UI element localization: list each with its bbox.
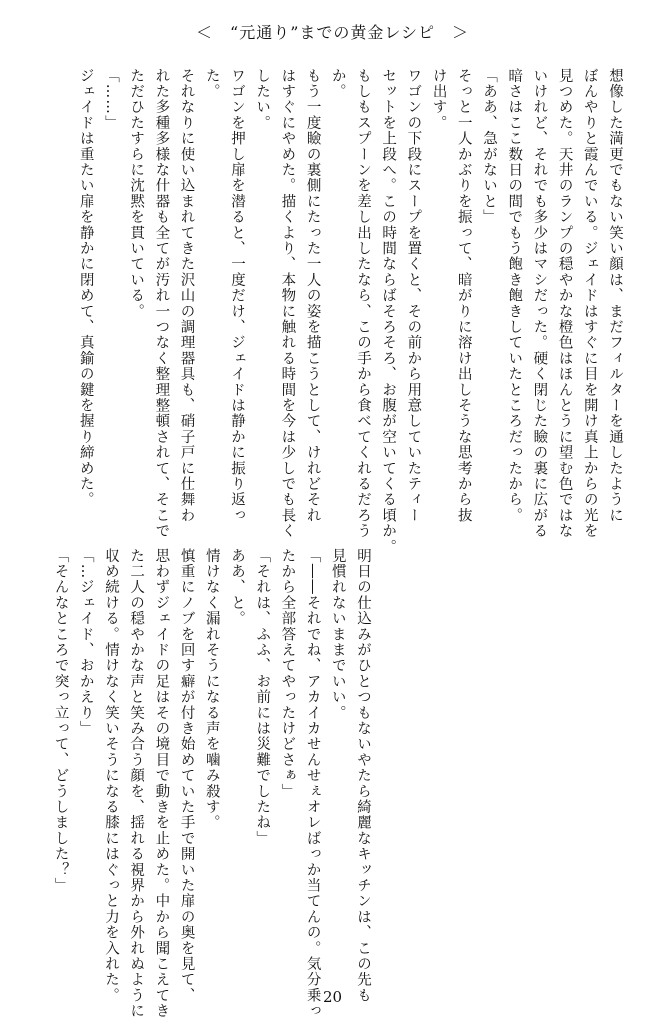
text-column: 「…ジェイド、おかえり」 [77,548,94,737]
text-column: か。 [329,68,346,100]
text-column: 「……」 [102,68,119,131]
text-column: たから全部答えてやったけどさぁ」 [279,548,296,800]
text-column: 見慣れないままでいい。 [329,548,346,721]
text-column: ワゴンを押し扉を潜ると、一度だけ、ジェイドは静かに振り返っ [228,68,245,524]
text-block-upper [73,68,627,555]
text-column: 情けなく漏れそうになる声を噛み殺す。 [203,548,220,831]
text-column: ただひたすらに沈黙を貫いている。 [128,68,145,320]
text-column: 「そんなところで突っ立って、どうしました？」 [52,548,69,894]
text-column: た二人の穏やかな声と笑み合う顔を、揺れる視界から外れぬように [128,548,145,1019]
text-column: 慎重にノブを回す癖が付き始めていた手で開いた扉の奥を見て、 [178,548,195,1004]
text-column: セットを上段へ。この時間ならばそろそろ、お腹が空いてくる頃か。 [380,68,397,555]
text-column: ジェイドは重たい扉を静かに閉めて、真鍮の鍵を握り締めた。 [77,68,94,508]
text-column: はすぐにやめた。描くより、本物に触れる時間を今は少しでも長く [279,68,296,539]
text-column: 「ああ、急がないと」 [480,68,497,225]
page-number: 20 [322,988,343,1006]
text-column: ああ、と。 [228,548,245,627]
text-column: そっと一人かぶりを振って、暗がりに溶け出しそうな思考から抜 [455,68,472,524]
text-column: た。 [203,68,220,100]
text-column: れた多種多様な什器も全てが汚れ一つなく整理整頓されて、そこで [153,68,170,539]
text-column: したい。 [254,68,271,131]
running-header: ＜ “元通り”までの黄金レシピ ＞ [196,23,469,42]
text-column: 暗さはここ数日の間でもう飽き飽きしていたところだったから。 [506,68,523,524]
text-column: もしもスプーンを差し出したなら、この手から食べてくれるだろう [354,68,371,539]
text-column: 明日の仕込みがひとつもないやたら綺麗なキッチンは、この先も [355,548,371,1004]
text-column: 収め続ける。情けなく笑いそうになる膝にはぐっと力を入れた。 [102,548,119,1004]
text-column: もう一度瞼の裏側にたった一人の姿を描こうとして、けれどそれ [304,68,321,524]
text-column: け出す。 [430,68,447,131]
text-column: 「――それでね、アカイカせんせぇオレばっか当てんの。気分乗っ [304,548,321,1019]
text-column: それなりに使い込まれてきた沢山の調理器具も、硝子戸に仕舞わ [178,68,195,524]
text-column: 見つめた。天井のランプの穏やかな橙色はほんとうに望む色ではな [556,68,573,539]
text-column: ぼんやりと霞んでいる。ジェイドはすぐに目を開け真上からの光を [581,68,598,539]
text-column: いけれど、それでも多少はマシだった。硬く閉じた瞼の裏に広がる [531,68,548,539]
text-column: 想像した満更でもない笑い顔は、まだフィルターを通したように [607,68,623,524]
text-column: ワゴンの下段にスープを置くと、その前から用意していたティー [405,68,422,524]
text-column: 「それは、ふふ、お前には災難でしたね」 [254,548,271,847]
text-column: 思わずジェイドの足はその境目で動きを止めた。中から聞こえてき [153,548,170,1019]
